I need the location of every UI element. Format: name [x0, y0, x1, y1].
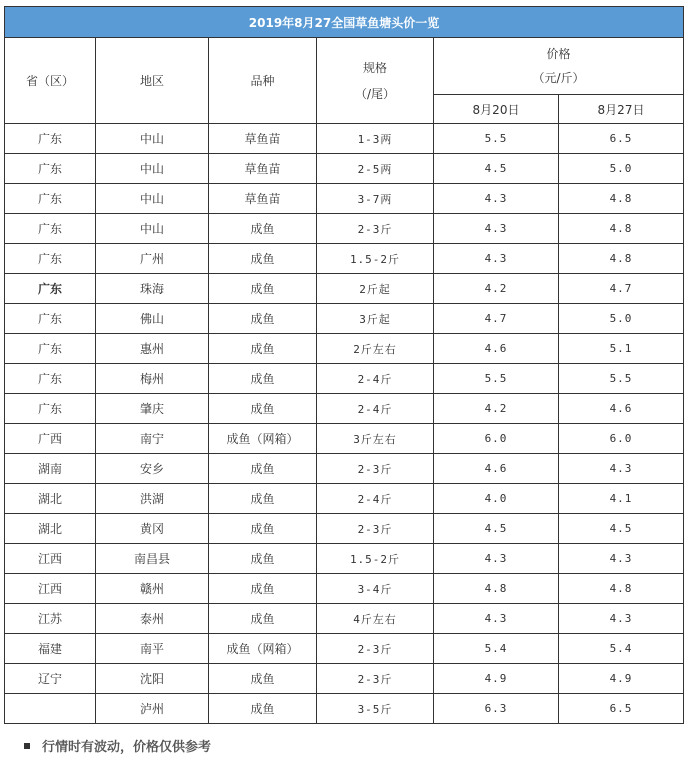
- header-price-line1: 价格: [546, 47, 571, 61]
- table-row: [5, 394, 684, 424]
- cell-region: 南昌县: [96, 544, 209, 574]
- cell-variety: 成鱼: [209, 364, 317, 394]
- cell-spec: 3斤起: [317, 304, 434, 334]
- cell-variety: 成鱼: [209, 244, 317, 274]
- cell-price-aug20: 4.8: [434, 574, 559, 604]
- cell-price-aug20: 6.3: [434, 694, 559, 724]
- cell-price-aug20: 4.5: [434, 154, 559, 184]
- cell-price-aug27: 4.8: [559, 244, 684, 274]
- cell-province: 广东: [5, 154, 96, 184]
- cell-price-aug27: 6.5: [559, 124, 684, 154]
- cell-region: 安乡: [96, 454, 209, 484]
- cell-spec: 1.5-2斤: [317, 244, 434, 274]
- cell-price-aug27: 5.5: [559, 364, 684, 394]
- table-title: 2019年8月27全国草鱼塘头价一览: [5, 7, 684, 38]
- cell-spec: 2-3斤: [317, 514, 434, 544]
- table-row: [5, 424, 684, 454]
- table-row: [5, 514, 684, 544]
- cell-region: 洪湖: [96, 484, 209, 514]
- footer-note-text: 行情时有波动，价格仅供参考: [42, 740, 212, 755]
- cell-price-aug27: 5.0: [559, 154, 684, 184]
- cell-province: 江西: [5, 544, 96, 574]
- cell-variety: 成鱼: [209, 304, 317, 334]
- table-row: [5, 244, 684, 274]
- cell-price-aug27: 5.0: [559, 304, 684, 334]
- cell-region: 泰州: [96, 604, 209, 634]
- cell-price-aug27: 4.7: [559, 274, 684, 304]
- table-row: [5, 454, 684, 484]
- cell-spec: 2-4斤: [317, 364, 434, 394]
- cell-price-aug20: 4.3: [434, 244, 559, 274]
- cell-price-aug27: 4.8: [559, 214, 684, 244]
- cell-price-aug27: 4.8: [559, 184, 684, 214]
- header-province: 省（区）: [5, 38, 96, 124]
- cell-spec: 2-4斤: [317, 484, 434, 514]
- table-body: [5, 124, 684, 724]
- cell-region: 赣州: [96, 574, 209, 604]
- cell-region: 南宁: [96, 424, 209, 454]
- cell-province: 广东: [5, 214, 96, 244]
- table-row: [5, 304, 684, 334]
- cell-price-aug20: 4.6: [434, 454, 559, 484]
- table-row: [5, 214, 684, 244]
- cell-price-aug20: 4.3: [434, 604, 559, 634]
- cell-variety: 成鱼: [209, 664, 317, 694]
- table-row: [5, 184, 684, 214]
- cell-spec: 1.5-2斤: [317, 544, 434, 574]
- cell-variety: 成鱼: [209, 274, 317, 304]
- cell-price-aug27: 4.6: [559, 394, 684, 424]
- cell-region: 中山: [96, 184, 209, 214]
- cell-province: 广东: [5, 244, 96, 274]
- cell-variety: 草鱼苗: [209, 124, 317, 154]
- table-row: [5, 484, 684, 514]
- cell-variety: 成鱼: [209, 334, 317, 364]
- header-region: 地区: [96, 38, 209, 124]
- cell-province: 福建: [5, 634, 96, 664]
- cell-variety: 成鱼: [209, 694, 317, 724]
- cell-province: 江苏: [5, 604, 96, 634]
- cell-region: 沈阳: [96, 664, 209, 694]
- cell-spec: 1-3两: [317, 124, 434, 154]
- table-row: [5, 364, 684, 394]
- table-row: [5, 604, 684, 634]
- header-date-2: 8月27日: [559, 95, 684, 124]
- cell-region: 梅州: [96, 364, 209, 394]
- cell-variety: 成鱼: [209, 544, 317, 574]
- header-date-1: 8月20日: [434, 95, 559, 124]
- cell-variety: 成鱼（网箱）: [209, 634, 317, 664]
- cell-variety: 草鱼苗: [209, 154, 317, 184]
- cell-price-aug20: 4.5: [434, 514, 559, 544]
- cell-variety: 草鱼苗: [209, 184, 317, 214]
- table-row: [5, 694, 684, 724]
- cell-price-aug20: 4.6: [434, 334, 559, 364]
- cell-province: 广东: [5, 394, 96, 424]
- cell-price-aug27: 5.4: [559, 634, 684, 664]
- cell-spec: 2-3斤: [317, 664, 434, 694]
- cell-spec: 2斤左右: [317, 334, 434, 364]
- cell-price-aug20: 4.9: [434, 664, 559, 694]
- cell-province: 广东: [5, 334, 96, 364]
- cell-region: 泸州: [96, 694, 209, 724]
- cell-province: 江西: [5, 574, 96, 604]
- cell-price-aug20: 4.2: [434, 274, 559, 304]
- cell-price-aug20: 6.0: [434, 424, 559, 454]
- cell-spec: 3-4斤: [317, 574, 434, 604]
- price-table: [4, 6, 684, 724]
- cell-region: 惠州: [96, 334, 209, 364]
- cell-price-aug27: 4.3: [559, 604, 684, 634]
- cell-price-aug27: 6.0: [559, 424, 684, 454]
- cell-variety: 成鱼: [209, 394, 317, 424]
- table-row: [5, 664, 684, 694]
- cell-spec: 3-5斤: [317, 694, 434, 724]
- cell-spec: 2-3斤: [317, 454, 434, 484]
- cell-province: 湖北: [5, 514, 96, 544]
- cell-price-aug27: 4.1: [559, 484, 684, 514]
- cell-region: 黄冈: [96, 514, 209, 544]
- cell-price-aug27: 4.5: [559, 514, 684, 544]
- cell-province: 广东: [5, 184, 96, 214]
- cell-province: 广东: [5, 304, 96, 334]
- cell-province: 辽宁: [5, 664, 96, 694]
- cell-price-aug27: 4.3: [559, 454, 684, 484]
- cell-spec: 3-7两: [317, 184, 434, 214]
- cell-price-aug20: 5.5: [434, 124, 559, 154]
- cell-price-aug20: 4.3: [434, 214, 559, 244]
- footer-note: [24, 736, 211, 755]
- cell-price-aug20: 5.5: [434, 364, 559, 394]
- cell-region: 珠海: [96, 274, 209, 304]
- cell-variety: 成鱼（网箱）: [209, 424, 317, 454]
- cell-region: 中山: [96, 214, 209, 244]
- cell-price-aug20: 4.3: [434, 184, 559, 214]
- cell-price-aug20: 4.2: [434, 394, 559, 424]
- header-price: [434, 38, 684, 95]
- bullet-square-icon: [24, 743, 30, 749]
- header-variety: 品种: [209, 38, 317, 124]
- cell-province: [5, 694, 96, 724]
- cell-price-aug27: 6.5: [559, 694, 684, 724]
- cell-price-aug20: 5.4: [434, 634, 559, 664]
- table-row: [5, 154, 684, 184]
- cell-price-aug27: 4.3: [559, 544, 684, 574]
- cell-province: 广西: [5, 424, 96, 454]
- table-row: [5, 544, 684, 574]
- cell-region: 广州: [96, 244, 209, 274]
- cell-spec: 2-3斤: [317, 214, 434, 244]
- cell-spec: 3斤左右: [317, 424, 434, 454]
- price-table-wrapper: [4, 6, 683, 724]
- cell-price-aug20: 4.7: [434, 304, 559, 334]
- table-row: [5, 634, 684, 664]
- cell-region: 佛山: [96, 304, 209, 334]
- cell-price-aug27: 4.8: [559, 574, 684, 604]
- cell-variety: 成鱼: [209, 454, 317, 484]
- cell-region: 肇庆: [96, 394, 209, 424]
- table-row: [5, 334, 684, 364]
- cell-price-aug27: 4.9: [559, 664, 684, 694]
- cell-province: 广东: [5, 274, 96, 304]
- cell-spec: 2-3斤: [317, 634, 434, 664]
- header-spec-line2: （/尾）: [354, 86, 396, 101]
- header-spec: [317, 38, 434, 124]
- cell-variety: 成鱼: [209, 214, 317, 244]
- cell-region: 中山: [96, 154, 209, 184]
- header-spec-line1: 规格: [362, 60, 387, 75]
- cell-variety: 成鱼: [209, 574, 317, 604]
- cell-price-aug27: 5.1: [559, 334, 684, 364]
- cell-spec: 2-4斤: [317, 394, 434, 424]
- cell-region: 南平: [96, 634, 209, 664]
- cell-price-aug20: 4.0: [434, 484, 559, 514]
- table-row: [5, 274, 684, 304]
- cell-province: 湖南: [5, 454, 96, 484]
- cell-spec: 2-5两: [317, 154, 434, 184]
- cell-price-aug20: 4.3: [434, 544, 559, 574]
- cell-province: 广东: [5, 364, 96, 394]
- cell-province: 湖北: [5, 484, 96, 514]
- cell-province: 广东: [5, 124, 96, 154]
- cell-variety: 成鱼: [209, 604, 317, 634]
- table-row: [5, 124, 684, 154]
- cell-variety: 成鱼: [209, 484, 317, 514]
- cell-spec: 4斤左右: [317, 604, 434, 634]
- cell-spec: 2斤起: [317, 274, 434, 304]
- header-price-line2: （元/斤）: [532, 71, 585, 85]
- table-row: [5, 574, 684, 604]
- cell-variety: 成鱼: [209, 514, 317, 544]
- cell-region: 中山: [96, 124, 209, 154]
